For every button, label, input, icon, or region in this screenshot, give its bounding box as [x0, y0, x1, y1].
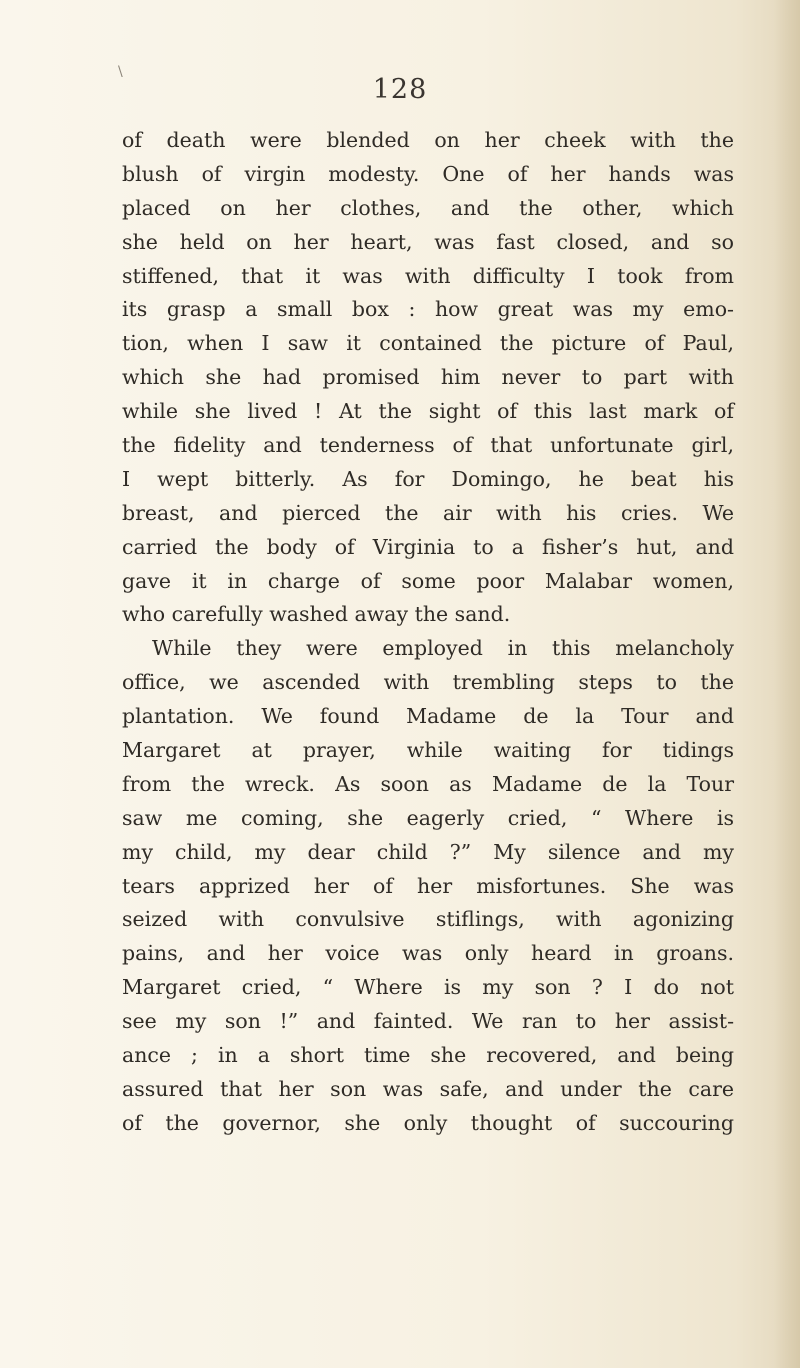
text-line: assured that her son was safe, and under the care [122, 1076, 734, 1101]
text-line: Margaret at prayer, while waiting for tidings [122, 738, 734, 763]
text-line: pains, and her voice was only heard in groans. [122, 941, 734, 966]
text-line: Margaret cried, “ Where is my son ? I do not [122, 975, 734, 1000]
body-text [122, 124, 734, 1141]
text-line: blush of virgin modesty. One of her hands was [122, 161, 734, 186]
text-line: placed on her clothes, and the other, which [122, 195, 734, 220]
text-line: plantation. We found Madame de la Tour and [122, 704, 734, 729]
text-line: which she had promised him never to part with [122, 365, 734, 390]
text-line: she held on her heart, was fast closed, and so [122, 229, 734, 254]
text-line: tion, when I saw it contained the picture of Paul, [122, 331, 734, 356]
text-line: gave it in charge of some poor Malabar women, [122, 568, 734, 593]
page-number: 128 [372, 74, 428, 105]
paragraph-first-line: While they were employed in this melancholy [152, 636, 734, 661]
text-line: tears apprized her of her misfortunes. She was [122, 873, 734, 898]
text-line: ance ; in a short time she recovered, and being [122, 1043, 734, 1068]
text-line: of the governor, she only thought of succouring [122, 1110, 734, 1135]
text-line: while she lived ! At the sight of this last mark of [122, 399, 734, 424]
text-line: seized with convulsive stiflings, with agonizing [122, 907, 734, 932]
text-line: carried the body of Virginia to a fisher’s hut, and [122, 534, 734, 559]
text-line: from the wreck. As soon as Madame de la Tour [122, 771, 734, 796]
text-line: breast, and pierced the air with his cries. We [122, 500, 734, 525]
stray-mark: \ [118, 64, 123, 80]
text-line: the fidelity and tenderness of that unfortunate girl, [122, 433, 734, 458]
text-line: my child, my dear child ?” My silence and my [122, 839, 734, 864]
text-line: saw me coming, she eagerly cried, “ Where is [122, 805, 734, 830]
text-line: stiffened, that it was with difficulty I took from [122, 263, 734, 288]
text-line: see my son !” and fainted. We ran to her assist- [122, 1009, 734, 1034]
text-line: office, we ascended with trembling steps to the [122, 670, 734, 695]
text-line: of death were blended on her cheek with the [122, 128, 734, 152]
page-edge-shadow [774, 0, 800, 1368]
text-line: I wept bitterly. As for Domingo, he beat his [122, 466, 734, 491]
text-line: its grasp a small box : how great was my emo- [122, 297, 734, 322]
paragraph-end-line: who carefully washed away the sand. [122, 602, 511, 627]
